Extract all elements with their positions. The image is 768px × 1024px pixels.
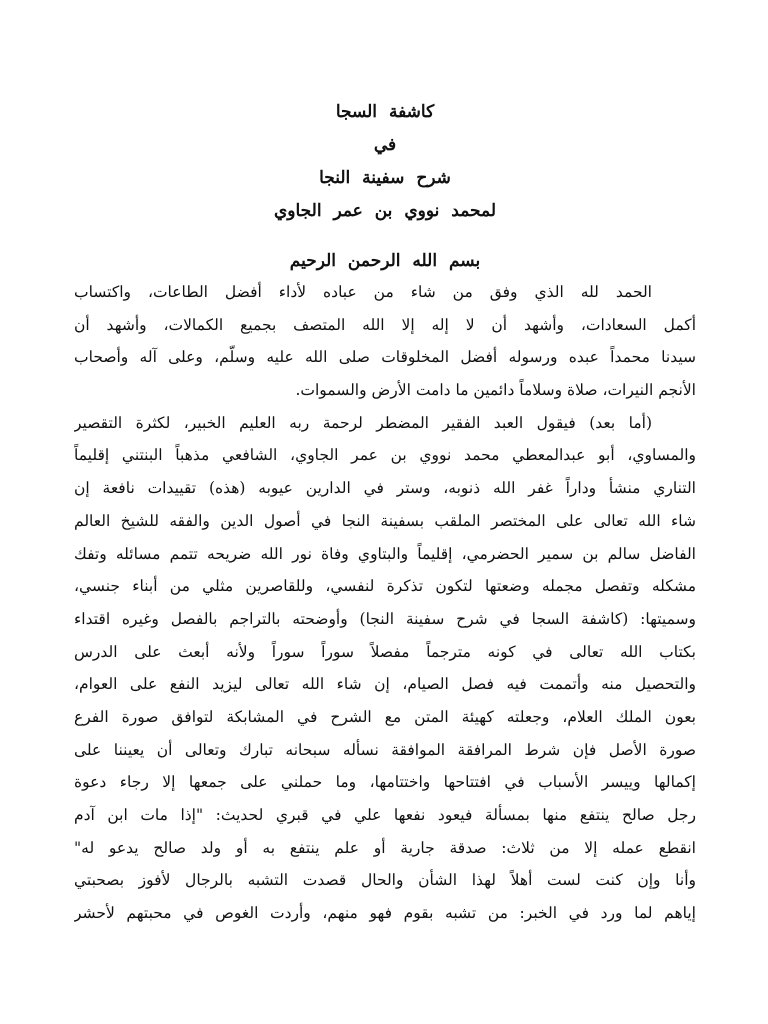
paragraph-2 [74,407,696,930]
book-title: كاشفة السجا [335,102,435,122]
book-subtitle: شرح سفينة النجا [319,168,451,188]
document-page [74,96,696,930]
text-line: سيدنا محمداً عبده ورسوله أفضل المخلوقات صلى الله عليه وسلّم، وعلى آله وأصحاب [74,348,696,367]
text-line: الحمد لله الذي وفق من شاء من عباده لأداء أفضل الطاعات، واكتساب [74,283,652,301]
text-line: شاء الله تعالى على المختصر الملقب بسفينة النجا في أصول الدين والفقه للشيخ العالم [74,511,696,530]
text-line: رجل صالح ينتفع منها بمسألة فيعود نفعها علي في قبري لحديث: "إذا مات ابن آدم [74,806,696,824]
author-line: لمحمد نووي بن عمر الجاوي [273,201,497,221]
text-line: التناري منشأ وداراً غفر الله ذنوبه، وستر في الدارين عيوبه (هذه) تقييدات نافعة إن [74,479,696,498]
text-line: وسميتها: (كاشفة السجا في شرح سفينة النجا) وأوضحته بالتراجم بالفصل وغيره اقتداء [74,609,696,628]
text-line: الفاضل سالم بن سمير الحضرمي، إقليماً والبتاوي وفاة نور الله ضريحه تتمم مسائله وتفك [74,544,696,563]
text-line: بعون الملك العلام، وجعلته كهيئة المتن مع الشرح في المشابكة لتوافق صورة الفرع [74,707,696,726]
text-line: إكمالها وييسر الأسباب في افتتاحها واختتامها، وما حملني على جمعها إلا رجاء دعوة [74,773,696,792]
text-line: الأنجم النيرات، صلاة وسلاماً دائمين ما دامت الأرض والسموات. [295,381,696,400]
text-line: مشكله وتفصل مجمله وضعتها لتكون تذكرة لنفسي، وللقاصرين مثلي من أبناء جنسي، [74,577,696,596]
text-line: إياهم لما ورد في الخبر: من تشبه بقوم فهو منهم، وأردت الغوص في محبتهم لأحشر [74,904,696,923]
text-line: بكتاب الله تعالى في كونه مترجماً مفصلاً سوراً سوراً ولأنه أبعث على الدرس [74,642,696,661]
title-block [74,96,696,228]
text-line: والمساوي، أبو عبدالمعطي محمد نووي بن عمر الجاوي، الشافعي مذهباً البنتني إقليماً [74,446,696,465]
text-line: أكمل السعادات، وأشهد أن لا إله إلا الله المتصف بجميع الكمالات، وأشهد أن [74,315,696,334]
title-connector: في [373,135,397,155]
basmala-heading: بسم الله الرحمن الرحيم [289,251,481,271]
text-line: انقطع عمله إلا من ثلاث: صدقة جارية أو علم ينتفع به أو ولد صالح يدعو له" [74,838,696,857]
paragraph-1 [74,276,696,407]
text-line: (أما بعد) فيقول العبد الفقير المضطر لرحمة ربه العليم الخبير، لكثرة التقصير [74,413,652,432]
text-line: صورة الأصل فإن شرط المرافقة الموافقة نسأله سبحانه تبارك وتعالى أن يعيننا على [74,740,696,759]
text-line: وأنا وإن كنت لست أهلاً لهذا الشأن والحال قصدت التشبه بالرجال لأفوز بصحبتي [74,871,696,890]
text-line: والتحصيل منه وأتممت فيه فصل الصيام، إن شاء الله تعالى ليزيد النفع على العوام، [74,675,696,694]
